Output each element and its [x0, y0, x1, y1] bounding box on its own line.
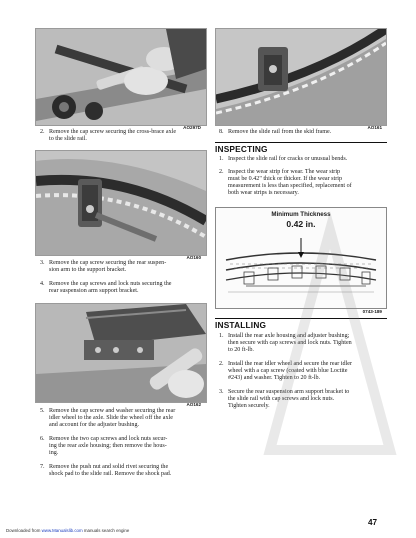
- install-step-2: [219, 361, 389, 384]
- step-line: Remove the cap screw securing the cross-brace axle: [49, 129, 177, 135]
- installing-heading: INSTALLING: [215, 320, 267, 330]
- step-line: Tighten securely.: [228, 403, 270, 410]
- step-text: [49, 436, 167, 457]
- step-line: then secure with cap screws and lock nuts. Tighten: [228, 340, 352, 347]
- photo-cross-brace-axle: [35, 28, 207, 126]
- step-number: 4.: [40, 281, 45, 287]
- step-text: [49, 464, 171, 478]
- step-line: idler wheel to the axle. Slide the wheel off the axle: [49, 415, 173, 422]
- step-line: Remove the slide rail from the skid frame.: [228, 129, 332, 135]
- step-line: Remove the cap screw and washer securing the rear: [49, 408, 176, 414]
- inspect-step-1: [219, 156, 389, 165]
- photo-rear-suspension-arm-graphic: [36, 151, 206, 255]
- photo-rear-idler-wheel-graphic: [36, 304, 206, 402]
- page-number: 47: [368, 518, 378, 527]
- footer-link[interactable]: www.Manualslib.com: [41, 528, 83, 533]
- step-line: Install the rear axle housing and adjuster bushing;: [228, 333, 350, 339]
- step-7-remove-shock-pad: [40, 464, 212, 480]
- step-line: Install the rear idler wheel and secure the rear idler: [228, 361, 353, 367]
- step-text: [228, 389, 349, 410]
- step-text: [49, 408, 175, 429]
- diagram-title-line2: 0.42 in.: [286, 219, 316, 229]
- step-text: [49, 129, 176, 143]
- photo1-caption: AO297D: [183, 125, 201, 130]
- step-number: 3.: [219, 389, 224, 395]
- photo4-caption: AO161: [367, 125, 382, 130]
- photo-slide-rail-graphic: [216, 29, 386, 125]
- step-line: Remove the cap screws and lock nuts securing the: [49, 281, 172, 287]
- install-step-1: [219, 333, 389, 356]
- photo-rear-suspension-arm: [35, 150, 207, 256]
- step-line: rear suspension arm support bracket.: [49, 288, 139, 295]
- step-text: [228, 169, 352, 197]
- diagram-caption: 0743-189: [362, 309, 382, 314]
- step-line: shock pad to the slide rail. Remove the shock pad.: [49, 471, 172, 478]
- diagram-title-line1: Minimum Thickness: [271, 211, 331, 218]
- step-line: Remove the cap screw securing the rear suspen-: [49, 260, 167, 266]
- step-text: [49, 260, 166, 274]
- install-step-3: [219, 389, 389, 412]
- step-5-remove-idler-wheel: [40, 408, 212, 431]
- step-number: 6.: [40, 436, 45, 442]
- step-line: Remove the two cap screws and lock nuts secur-: [49, 436, 168, 442]
- step-line: Inspect the slide rail for cracks or unusual bends.: [228, 156, 348, 162]
- step-line: Inspect the wear strip for wear. The wear strip: [228, 169, 341, 175]
- footer-download-note: [6, 528, 129, 533]
- step-line: and account for the adjuster bushing.: [49, 422, 140, 429]
- step-line: measurement is less than specified, replacement of: [228, 183, 352, 190]
- inspecting-heading: INSPECTING: [215, 144, 268, 154]
- step-number: 1.: [219, 156, 224, 162]
- inspect-step-2: [219, 169, 389, 199]
- step-number: 1.: [219, 333, 224, 339]
- step-line: ing the rear axle housing; then remove the hous-: [49, 443, 167, 450]
- step-text: [228, 361, 352, 382]
- step-number: 8.: [219, 129, 224, 135]
- step-number: 7.: [40, 464, 45, 470]
- step-number: 2.: [219, 169, 224, 175]
- step-line: must be 0.42" thick or thicker. If the wear strip: [228, 176, 343, 183]
- step-text: [228, 129, 331, 136]
- step-6-remove-axle-housing: [40, 436, 212, 459]
- step-line: Remove the push nut and solid rivet securing the: [49, 464, 169, 470]
- step-number: 5.: [40, 408, 45, 414]
- footer-prefix: Downloaded from: [6, 528, 42, 533]
- step-line: to the slide rail.: [49, 136, 87, 143]
- step-2-remove-cap-screw: [40, 129, 212, 145]
- step-line: #243) and washer. Tighten to 20 ft-lb.: [228, 375, 321, 382]
- photo-cross-brace-axle-graphic: [36, 29, 206, 125]
- step-number: 2.: [40, 129, 45, 135]
- photo3-caption: AO162: [186, 402, 201, 407]
- step-text: [49, 281, 172, 295]
- step-line: Secure the rear suspension arm support bracket to: [228, 389, 350, 395]
- step-line: sion arm to the support bracket.: [49, 267, 127, 274]
- step-3-remove-suspension-arm-screw: [40, 260, 212, 276]
- photo-slide-rail: [215, 28, 387, 126]
- step-4-remove-support-bracket: [40, 281, 212, 297]
- photo-rear-idler-wheel: [35, 303, 207, 403]
- step-line: both wear strips is necessary.: [228, 190, 299, 197]
- step-number: 2.: [219, 361, 224, 367]
- wear-strip-diagram: [215, 207, 387, 309]
- step-8-remove-slide-rail: [219, 129, 389, 138]
- step-line: ing.: [49, 450, 59, 457]
- step-number: 3.: [40, 260, 45, 266]
- step-line: to 20 ft-lb.: [228, 347, 254, 354]
- step-text: [228, 156, 347, 163]
- step-line: wheel with a cap screw (coated with blue Loctite: [228, 368, 348, 375]
- step-text: [228, 333, 352, 354]
- step-line: the slide rail with cap screws and lock nuts.: [228, 396, 335, 403]
- footer-suffix: manuals search engine: [82, 528, 130, 533]
- photo2-caption: AO160: [186, 255, 201, 260]
